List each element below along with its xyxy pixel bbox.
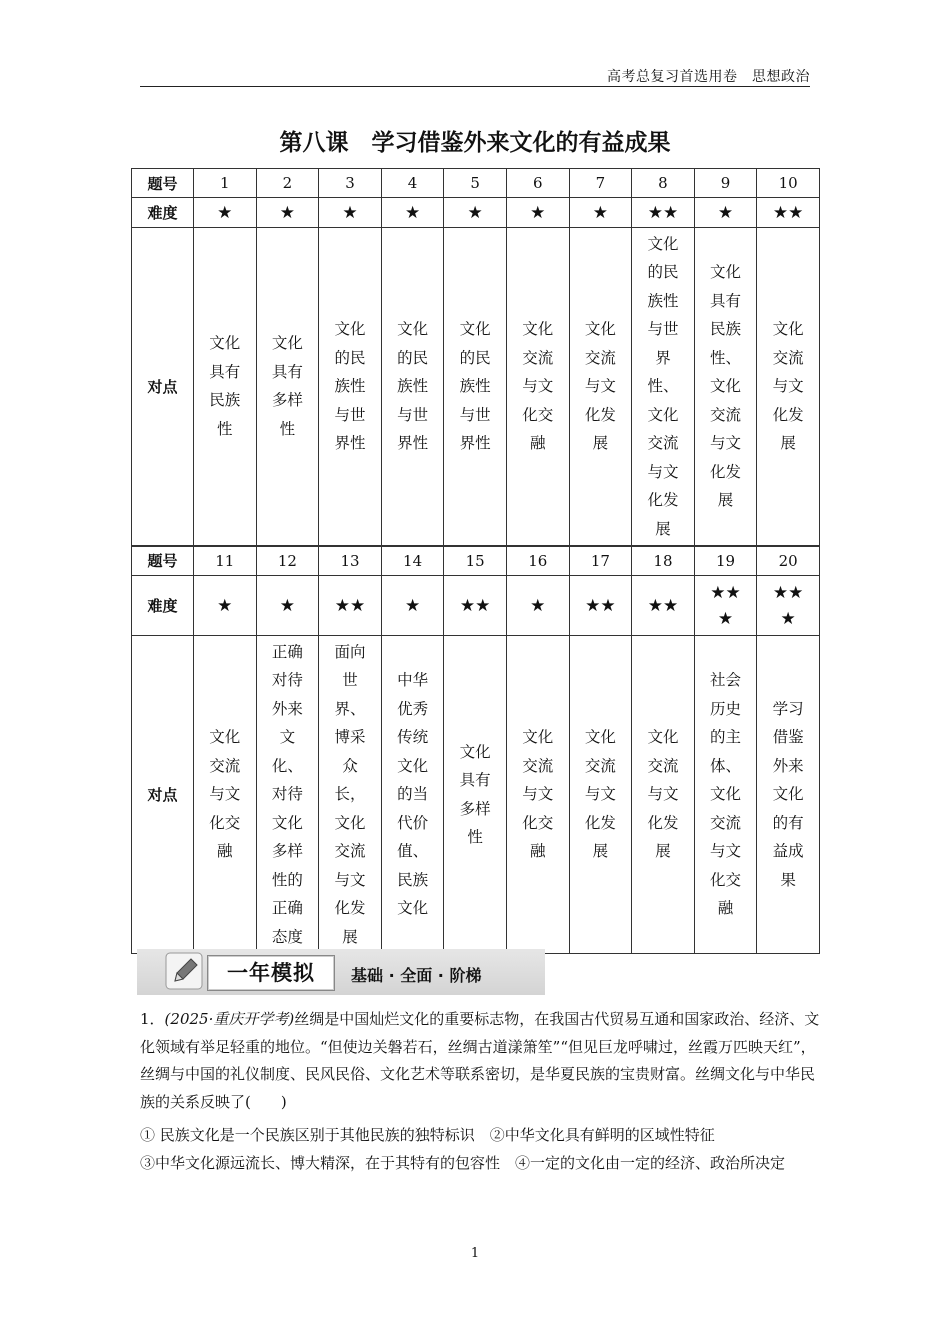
difficulty-cell — [444, 198, 507, 228]
question-number-cell: 6 — [506, 169, 569, 198]
topic-text: 文化交流与文化发展 — [647, 728, 679, 861]
star-rating: ★★★ — [772, 582, 804, 629]
question-number-cell: 9 — [694, 169, 757, 198]
topic-text: 文化的民族性与世界性 — [459, 320, 491, 452]
topic-cell — [194, 636, 257, 954]
question-number-cell: 8 — [632, 169, 695, 198]
topic-cell — [569, 228, 632, 546]
difficulty-cell — [381, 576, 444, 636]
difficulty-cell — [694, 198, 757, 228]
star-rating: ★ — [717, 202, 734, 223]
options-line-1: ① 民族文化是一个民族区别于其他民族的独特标识 ②中华文化具有鲜明的区域性特征 — [140, 1126, 715, 1144]
topic-text: 文化的民族性与世界性 — [397, 320, 429, 452]
difficulty-cell — [569, 198, 632, 228]
difficulty-cell — [569, 576, 632, 636]
difficulty-cell — [694, 576, 757, 636]
topic-text: 学习借鉴外来文化的有益成果 — [772, 699, 804, 889]
difficulty-cell — [319, 576, 382, 636]
question-number-cell: 15 — [444, 546, 507, 576]
difficulty-cell — [632, 198, 695, 228]
topic-cell — [632, 228, 695, 546]
question-number-cell: 12 — [256, 546, 319, 576]
topic-cell — [506, 228, 569, 546]
row-label: 难度 — [132, 198, 194, 228]
topic-text: 文化交流与文化交融 — [209, 728, 241, 861]
star-rating: ★★ — [772, 202, 804, 223]
topic-cell — [757, 228, 820, 546]
topic-cell — [319, 636, 382, 954]
difficulty-cell — [506, 198, 569, 228]
topic-cell — [569, 636, 632, 954]
number-row — [132, 169, 820, 198]
star-rating: ★ — [279, 202, 295, 223]
star-rating: ★ — [404, 202, 421, 223]
lesson-title: 第八课 学习借鉴外来文化的有益成果 — [279, 130, 671, 156]
question-1 — [140, 1006, 820, 1116]
topic-text: 社会历史的主体、文化交流与文化交融 — [710, 671, 742, 918]
star-rating: ★★ — [647, 202, 679, 223]
difficulty-cell — [256, 576, 319, 636]
topic-text: 文化交流与文化发展 — [584, 728, 616, 861]
difficulty-row — [132, 198, 820, 228]
star-rating: ★ — [530, 595, 546, 616]
row-label: 难度 — [132, 576, 194, 636]
star-rating: ★ — [467, 202, 483, 223]
question-number-cell: 20 — [757, 546, 820, 576]
topic-text: 文化具有民族性 — [209, 334, 241, 438]
question-number-cell: 13 — [319, 546, 382, 576]
topic-cell — [319, 228, 382, 546]
question-number: 1． — [140, 1010, 165, 1028]
difficulty-cell — [319, 198, 382, 228]
topic-cell — [757, 636, 820, 954]
question-number-cell: 2 — [256, 169, 319, 198]
topic-row — [132, 636, 820, 954]
pencil-icon — [165, 951, 203, 991]
number-row — [132, 546, 820, 576]
question-number-cell: 7 — [569, 169, 632, 198]
options-line-2: ③中华文化源远流长、博大精深，在于其特有的包容性 ④一定的文化由一定的经济、政治所决定 — [140, 1153, 786, 1172]
star-rating: ★ — [217, 595, 233, 616]
difficulty-cell — [757, 198, 820, 228]
row-label: 对点 — [132, 636, 194, 954]
page-number: 1 — [470, 1246, 480, 1261]
topic-cell — [381, 228, 444, 546]
topic-text: 文化具有民族性、文化交流与文化发展 — [710, 263, 742, 509]
difficulty-cell — [194, 576, 257, 636]
topic-text: 文化的民族性与世界性、文化交流与文化发展 — [647, 234, 679, 538]
topic-text: 文化具有多样性 — [459, 742, 491, 846]
star-rating: ★ — [217, 202, 233, 223]
question-number-cell: 16 — [506, 546, 569, 576]
topic-cell — [694, 228, 757, 546]
star-rating: ★★★ — [710, 582, 741, 629]
topic-text: 中华优秀传统文化的当代价值、民族文化 — [397, 671, 429, 918]
row-label: 题号 — [132, 169, 194, 198]
question-number-cell: 5 — [444, 169, 507, 198]
difficulty-cell — [381, 198, 444, 228]
row-label: 对点 — [132, 228, 194, 546]
difficulty-cell — [632, 576, 695, 636]
question-number-cell: 11 — [194, 546, 257, 576]
question-number-cell: 19 — [694, 546, 757, 576]
star-rating: ★ — [342, 202, 358, 223]
difficulty-cell — [256, 198, 319, 228]
topic-row — [132, 228, 820, 546]
difficulty-cell — [757, 576, 820, 636]
question-source: (2025·重庆开学考) — [164, 1010, 295, 1028]
question-number-cell: 14 — [381, 546, 444, 576]
difficulty-cell — [506, 576, 569, 636]
topic-cell — [381, 636, 444, 954]
star-rating: ★ — [530, 202, 546, 223]
question-number-cell: 4 — [381, 169, 444, 198]
banner-sub-label: 基础 · 全面 · 阶梯 — [351, 966, 482, 985]
section-banner — [137, 949, 545, 995]
star-rating: ★★ — [459, 595, 491, 616]
question-number-cell: 1 — [194, 169, 257, 198]
topic-text: 正确对待外来文化、对待文化多样性的正确态度 — [271, 642, 303, 946]
header-rule — [140, 86, 810, 87]
question-options — [140, 1122, 820, 1177]
topic-cell — [506, 636, 569, 954]
question-number-cell: 17 — [569, 546, 632, 576]
star-rating: ★★ — [334, 595, 366, 616]
question-stem: 丝绸是中国灿烂文化的重要标志物，在我国古代贸易互通和国家政治、经济、文化领域有举足轻重的地位。“但使边关磐若石，丝绸古道漾箫笙”“但见巨龙呼啸过，丝霞万匹映天红”，丝绸与中国的礼仪制度、民风民俗、文化艺术等联系密切，是华夏民族的宝贵财富。丝绸文化与中华民族的关系反映了( ) — [140, 1010, 820, 1111]
topic-text: 面向世界、博采众长，文化交流与文化发展 — [334, 642, 366, 946]
topic-text: 文化交流与文化交融 — [522, 320, 554, 452]
star-rating: ★★ — [647, 595, 679, 616]
banner-main-label: 一年模拟 — [207, 955, 335, 991]
difficulty-cell — [444, 576, 507, 636]
topic-cell — [694, 636, 757, 954]
topic-cell — [256, 636, 319, 954]
topic-text: 文化交流与文化交融 — [522, 728, 554, 861]
star-rating: ★ — [279, 595, 295, 616]
topic-cell — [444, 636, 507, 954]
header-text: 高考总复习首选用卷 思想政治 — [607, 69, 810, 85]
question-number-cell: 18 — [632, 546, 695, 576]
question-number-cell: 10 — [757, 169, 820, 198]
question-number-cell: 3 — [319, 169, 382, 198]
topic-text: 文化交流与文化发展 — [584, 320, 616, 452]
topic-text: 文化交流与文化发展 — [772, 320, 804, 452]
topic-cell — [444, 228, 507, 546]
topic-cell — [632, 636, 695, 954]
difficulty-table — [131, 168, 820, 954]
star-rating: ★ — [404, 595, 421, 616]
row-label: 题号 — [132, 546, 194, 576]
difficulty-cell — [194, 198, 257, 228]
topic-text: 文化的民族性与世界性 — [334, 320, 366, 452]
star-rating: ★ — [592, 202, 608, 223]
topic-text: 文化具有多样性 — [271, 334, 303, 438]
star-rating: ★★ — [585, 595, 616, 616]
topic-cell — [256, 228, 319, 546]
topic-cell — [194, 228, 257, 546]
difficulty-row — [132, 576, 820, 636]
